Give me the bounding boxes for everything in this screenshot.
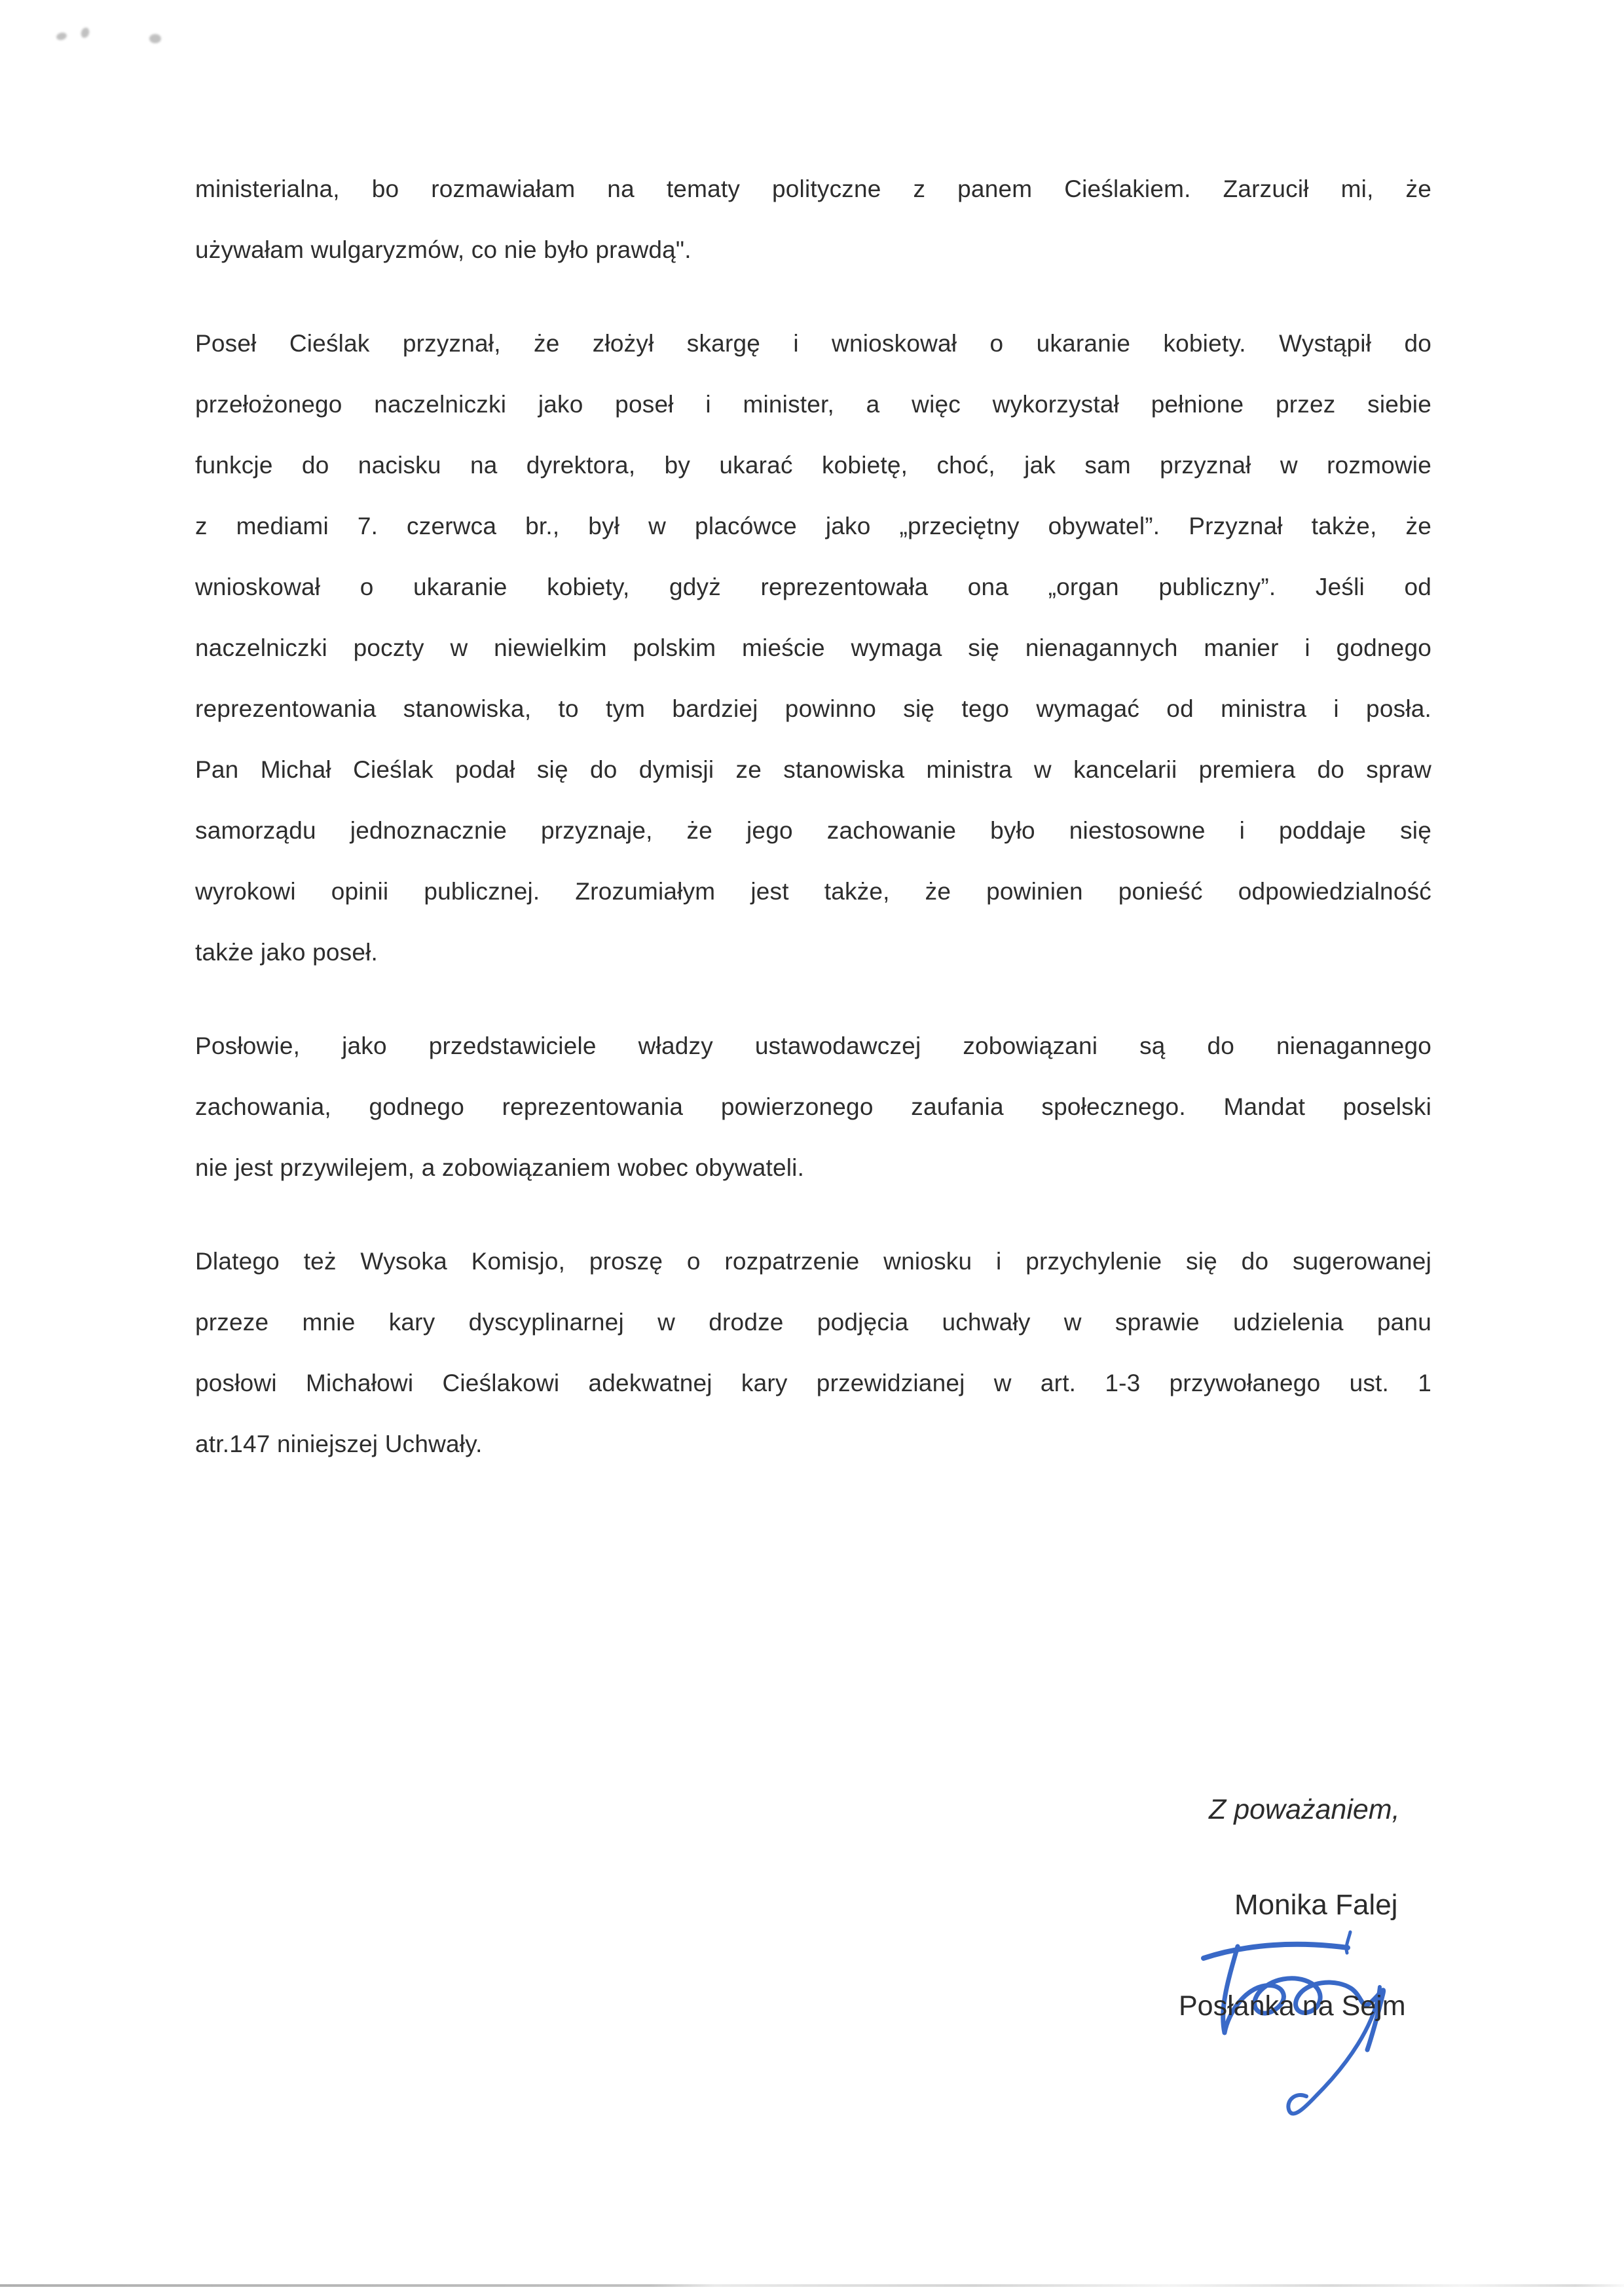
body-line: samorządu jednoznacznie przyznaje, że jego zachowanie było niestosowne i poddaje się	[195, 817, 1431, 844]
body-line: Dlatego też Wysoka Komisjo, proszę o rozpatrzenie wniosku i przychylenie się do sugerowanej	[195, 1248, 1431, 1275]
body-line: funkcje do nacisku na dyrektora, by ukarać kobietę, choć, jak sam przyznał w rozmowie	[195, 452, 1431, 479]
body-line: ministerialna, bo rozmawiałam na tematy polityczne z panem Cieślakiem. Zarzucił mi, że	[195, 175, 1431, 202]
body-line: przełożonego naczelniczki jako poseł i minister, a więc wykorzystał pełnione przez siebie	[195, 391, 1431, 418]
body-line: także jako poseł.	[195, 939, 378, 966]
body-line: wyrokowi opinii publicznej. Zrozumiałym jest także, że powinien ponieść odpowiedzialność	[195, 878, 1431, 905]
body-line: wnioskował o ukaranie kobiety, gdyż reprezentowała ona „organ publiczny”. Jeśli od	[195, 574, 1431, 600]
smudge-mark	[80, 26, 91, 39]
body-line: naczelniczki poczty w niewielkim polskim mieście wymaga się nienagannych manier i godnego	[195, 634, 1431, 661]
signer-title: Posłanka na Sejm	[1179, 1990, 1406, 2022]
body-line: reprezentowania stanowiska, to tym bardziej powinno się tego wymagać od ministra i posła.	[195, 695, 1431, 722]
letter-body	[195, 158, 1431, 1507]
body-line: Poseł Cieślak przyznał, że złożył skargę i wnioskował o ukaranie kobiety. Wystąpił do	[195, 330, 1431, 357]
paragraph	[195, 1015, 1431, 1198]
paragraph	[195, 1231, 1431, 1474]
page-edge-artifact	[0, 2284, 1624, 2287]
body-line: Pan Michał Cieślak podał się do dymisji ze stanowiska ministra w kancelarii premiera do spraw	[195, 756, 1431, 783]
body-line: z mediami 7. czerwca br., był w placówce jako „przeciętny obywatel”. Przyznał także, że	[195, 513, 1431, 539]
paragraph	[195, 313, 1431, 983]
body-line: używałam wulgaryzmów, co nie było prawdą".	[195, 236, 692, 263]
valediction: Z poważaniem,	[1209, 1794, 1400, 1825]
smudge-mark	[149, 34, 161, 43]
body-line: atr.147 niniejszej Uchwały.	[195, 1430, 483, 1457]
signer-name: Monika Falej	[1234, 1889, 1398, 1921]
signature-ink	[1185, 1922, 1480, 2138]
body-line: nie jest przywilejem, a zobowiązaniem wobec obywateli.	[195, 1154, 805, 1181]
body-line: przeze mnie kary dyscyplinarnej w drodze podjęcia uchwały w sprawie udzielenia panu	[195, 1309, 1431, 1336]
smudge-mark	[56, 31, 67, 41]
body-line: posłowi Michałowi Cieślakowi adekwatnej kary przewidzianej w art. 1-3 przywołanego ust. 1	[195, 1370, 1431, 1396]
paragraph	[195, 158, 1431, 280]
body-line: Posłowie, jako przedstawiciele władzy ustawodawczej zobowiązani są do nienagannego	[195, 1032, 1431, 1059]
body-line: zachowania, godnego reprezentowania powierzonego zaufania społecznego. Mandat poselski	[195, 1093, 1431, 1120]
